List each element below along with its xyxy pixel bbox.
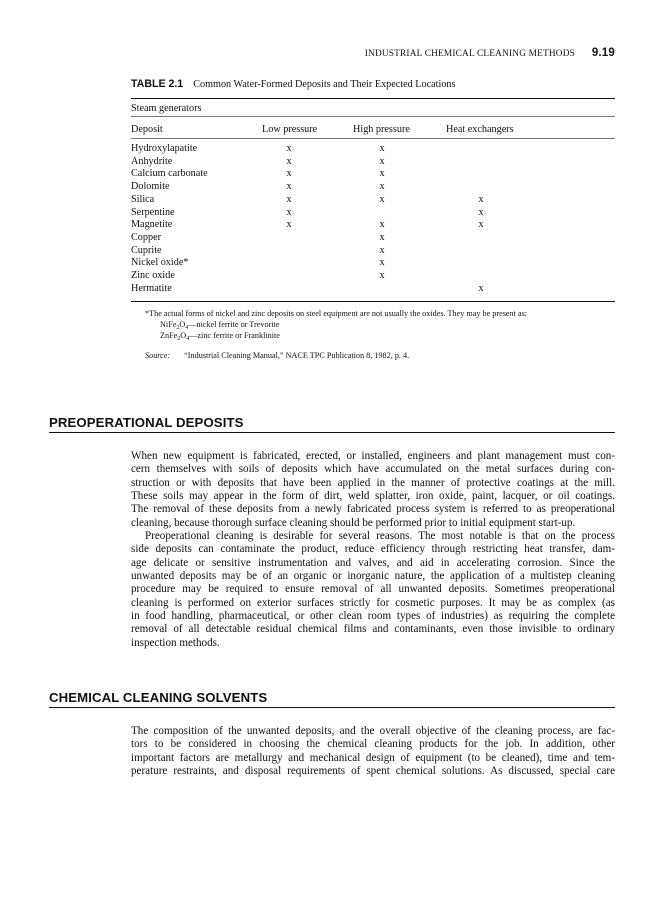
text-line: age delicate or sensitive instrumentation and valves, and aid in accelerating corrosion. Since the [131,556,615,569]
presence-mark-low: x [286,193,292,205]
deposit-name: Anhydrite [131,155,173,167]
presence-mark-low: x [286,168,292,180]
text-line: These soils may appear in the form of dirt, weld splatter, iron oxide, paint, lacquer, or oil coatings. [131,490,615,503]
deposit-name: Silica [131,193,155,205]
deposit-name: Dolomite [131,181,170,193]
presence-mark-high: x [379,168,385,180]
text-line: tors to be considered in choosing the chemical cleaning products for the job. In addition, other [131,738,615,751]
presence-mark-low: x [286,143,292,154]
running-head-title: INDUSTRIAL CHEMICAL CLEANING METHODS [364,49,575,59]
presence-mark-low: x [286,155,292,167]
section-heading-preoperational: PREOPERATIONAL DEPOSITS [49,415,244,430]
presence-mark-high: x [379,143,385,154]
table-caption-text: Common Water-Formed Deposits and Their Expected Locations [193,79,456,90]
footnote-item: $NiFe_2O_4—nickel$ ferrite or Trevorite [160,320,280,331]
text-line: inspection methods. [131,636,220,649]
source-text: “Industrial Cleaning Manual,” NACE TPC Publication 8, 1982, p. 4. [184,351,410,360]
deposit-name: Magnetite [131,219,173,231]
group-header: Steam generators [131,103,202,114]
text-line: struction or with deposits that have been applied in the manner of protective coatings at the mill. [131,476,615,489]
column-header-low-pressure: Low pressure [262,124,318,135]
section-body-preoperational [131,450,615,650]
presence-mark-high: x [379,155,385,167]
table-bottom-rule [131,301,615,302]
deposit-name: Zinc oxide [131,270,175,281]
presence-mark-high: x [379,244,385,256]
section-heading-cleaning-solvents: CHEMICAL CLEANING SOLVENTS [49,690,268,705]
text-line: Preoperational cleaning is desirable for several reasons. The most notable is that on the process [145,530,615,543]
table-caption [131,78,456,90]
group-header-rule [131,116,615,117]
deposit-name: Hermatite [131,282,172,294]
text-line: important factors are metallurgy and mechanical design of equipment (to be cleaned), time and tem- [131,751,615,764]
column-header-high-pressure: High pressure [353,124,410,135]
source-label: Source: [145,351,171,360]
text-line: unwanted deposits may be of an organic or inorganic nature, the application of a multistep cleaning [131,570,615,583]
deposit-name: Hydroxylapatite [131,143,198,154]
presence-mark-hx: x [478,193,484,205]
text-line: When new equipment is fabricated, erected, or installed, engineers and plant management must con- [131,450,615,462]
presence-mark-hx: x [478,219,484,231]
deposit-name: Nickel oxide* [131,257,189,269]
presence-mark-high: x [379,257,385,269]
section-body-cleaning-solvents [131,725,615,778]
presence-mark-hx: x [478,282,484,294]
deposit-name: Cuprite [131,244,162,256]
presence-mark-low: x [286,206,292,218]
text-line: The removal of these deposits from a newly fabricated process system is referred to as preoperational [131,503,615,516]
table-top-rule [131,98,615,99]
deposit-name: Calcium carbonate [131,168,208,180]
table-source [145,351,409,361]
column-header-heat-exchangers: Heat exchangers [446,124,514,135]
presence-mark-high: x [379,193,385,205]
text-line: perature restraints, and disposal requirements of spent chemical solutions. As discussed, special care [131,765,615,778]
text-line: side deposits can contaminate the product, reduce efficiency through restricting heat transfer, dam- [131,543,615,556]
presence-mark-high: x [379,231,385,243]
text-line: cleaning, because thorough surface cleaning should be performed prior to initial equipment start-up. [131,516,576,529]
deposits-table [131,96,615,306]
text-line: removal of all detectable residual chemical films and contaminants, even those invisible to ordinary [131,623,615,636]
presence-mark-high: x [379,219,385,231]
page-number: 9.19 [591,47,615,59]
footnote-item: $ZnFe_2O_4—zinc$ ferrite or Franklinite [160,331,280,342]
table-footnote: *The actual forms of nickel and zinc deposits on steel equipment are not usually the oxides. They may be present as: [145,309,528,318]
text-line: cleaning is performed on exterior surfaces strictly for cosmetic purposes. It may be as complex (as [131,596,615,609]
column-header-deposit: Deposit [131,124,163,135]
text-line: procedure may be required to ensure removal of all unwanted deposits. Sometimes preoperational [131,583,615,596]
column-header-rule [131,138,615,139]
text-line: in food handling, pharmaceutical, or other clean room types of industries) as requiring the complete [131,610,615,623]
deposit-name: Serpentine [131,206,175,218]
section-rule [49,707,615,708]
deposit-name: Copper [131,231,161,243]
presence-mark-high: x [379,181,385,193]
presence-mark-low: x [286,219,292,231]
running-head [131,47,615,61]
text-line: The composition of the unwanted deposits, and the overall objective of the cleaning process, are fac- [131,725,615,737]
presence-mark-low: x [286,181,292,193]
table-label: TABLE 2.1 [131,78,184,90]
section-rule [49,432,615,433]
presence-mark-high: x [379,270,385,281]
text-line: cern themselves with soils of deposits which have accumulated on the metal surfaces during con- [131,463,615,476]
presence-mark-hx: x [478,206,484,218]
